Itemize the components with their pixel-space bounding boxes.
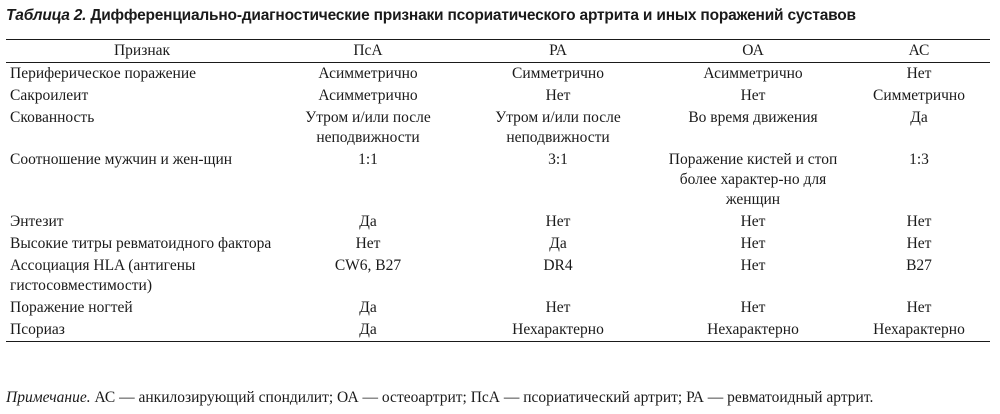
- feature-cell: Псориаз: [6, 319, 278, 342]
- feature-cell: Сакроилеит: [10, 87, 89, 104]
- table-row: [6, 85, 990, 107]
- diagnostic-table: [6, 39, 990, 342]
- caption-title: Дифференциально-диагностические признаки псориатического артрита и иных поражений суставов: [90, 7, 856, 24]
- ra-cell: Нет: [545, 299, 571, 316]
- psa-cell: Да: [359, 213, 377, 230]
- oa-cell: Нет: [740, 213, 766, 230]
- ra-cell: Нет: [545, 213, 571, 230]
- ra-cell: Нехарактерно: [458, 319, 658, 342]
- psa-cell: Утром и/или после неподвижности: [305, 109, 431, 146]
- feature-cell: Скованность: [10, 109, 95, 126]
- header-feature: Признак: [6, 40, 278, 63]
- table-row: [6, 211, 990, 233]
- ra-cell: 3:1: [548, 151, 568, 168]
- feature-cell: Ассоциация HLA (антигены гистосовместимости): [10, 257, 196, 294]
- table-row: [6, 297, 990, 319]
- psa-cell: Асимметрично: [318, 87, 418, 104]
- as-cell: Нет: [906, 213, 932, 230]
- feature-cell: Энтезит: [10, 213, 64, 230]
- table-row: [6, 149, 990, 211]
- oa-cell: Поражение кистей и стоп более характер-но для женщин: [668, 151, 838, 208]
- oa-cell: Асимметрично: [703, 65, 803, 82]
- table-note: [6, 389, 873, 407]
- psa-cell: 1:1: [358, 151, 378, 168]
- oa-cell: Нехарактерно: [658, 319, 848, 342]
- feature-cell: Соотношение мужчин и жен-щин: [10, 151, 233, 168]
- as-cell: Нет: [906, 65, 932, 82]
- as-cell: Симметрично: [873, 87, 965, 104]
- table-row: [6, 319, 990, 342]
- ra-cell: Симметрично: [512, 65, 604, 82]
- feature-cell: Высокие титры ревматоидного фактора: [10, 235, 272, 252]
- ra-cell: DR4: [543, 257, 573, 274]
- oa-cell: Нет: [740, 299, 766, 316]
- note-label: Примечание.: [6, 389, 91, 406]
- caption-label: Таблица 2.: [6, 7, 87, 24]
- oa-cell: Во время движения: [688, 109, 818, 126]
- psa-cell: Асимметрично: [318, 65, 418, 82]
- as-cell: Нет: [906, 299, 932, 316]
- feature-cell: Периферическое поражение: [10, 65, 196, 82]
- oa-cell: Нет: [740, 235, 766, 252]
- table-row: [6, 255, 990, 297]
- psa-cell: Нет: [355, 235, 381, 252]
- ra-cell: Да: [549, 235, 567, 252]
- psa-cell: Да: [359, 299, 377, 316]
- ra-cell: Утром и/или после неподвижности: [495, 109, 621, 146]
- table-caption: [6, 7, 856, 25]
- as-cell: Да: [910, 109, 928, 126]
- psa-cell: Да: [278, 319, 458, 342]
- header-row: [6, 40, 990, 63]
- note-text: АС — анкилозирующий спондилит; ОА — остеоартрит; ПсА — псориатический артрит; РА — ревматоидный артрит.: [94, 389, 874, 406]
- as-cell: B27: [906, 257, 932, 274]
- feature-cell: Поражение ногтей: [10, 299, 133, 316]
- psa-cell: CW6, B27: [334, 257, 402, 274]
- as-cell: 1:3: [909, 151, 929, 168]
- table-row: [6, 107, 990, 149]
- oa-cell: Нет: [740, 87, 766, 104]
- oa-cell: Нет: [740, 257, 766, 274]
- header-ra: РА: [458, 40, 658, 63]
- table-row: [6, 63, 990, 86]
- ra-cell: Нет: [545, 87, 571, 104]
- header-psa: ПсА: [278, 40, 458, 63]
- as-cell: Нехарактерно: [848, 319, 990, 342]
- header-as: АС: [848, 40, 990, 63]
- table-row: [6, 233, 990, 255]
- header-oa: ОА: [658, 40, 848, 63]
- as-cell: Нет: [906, 235, 932, 252]
